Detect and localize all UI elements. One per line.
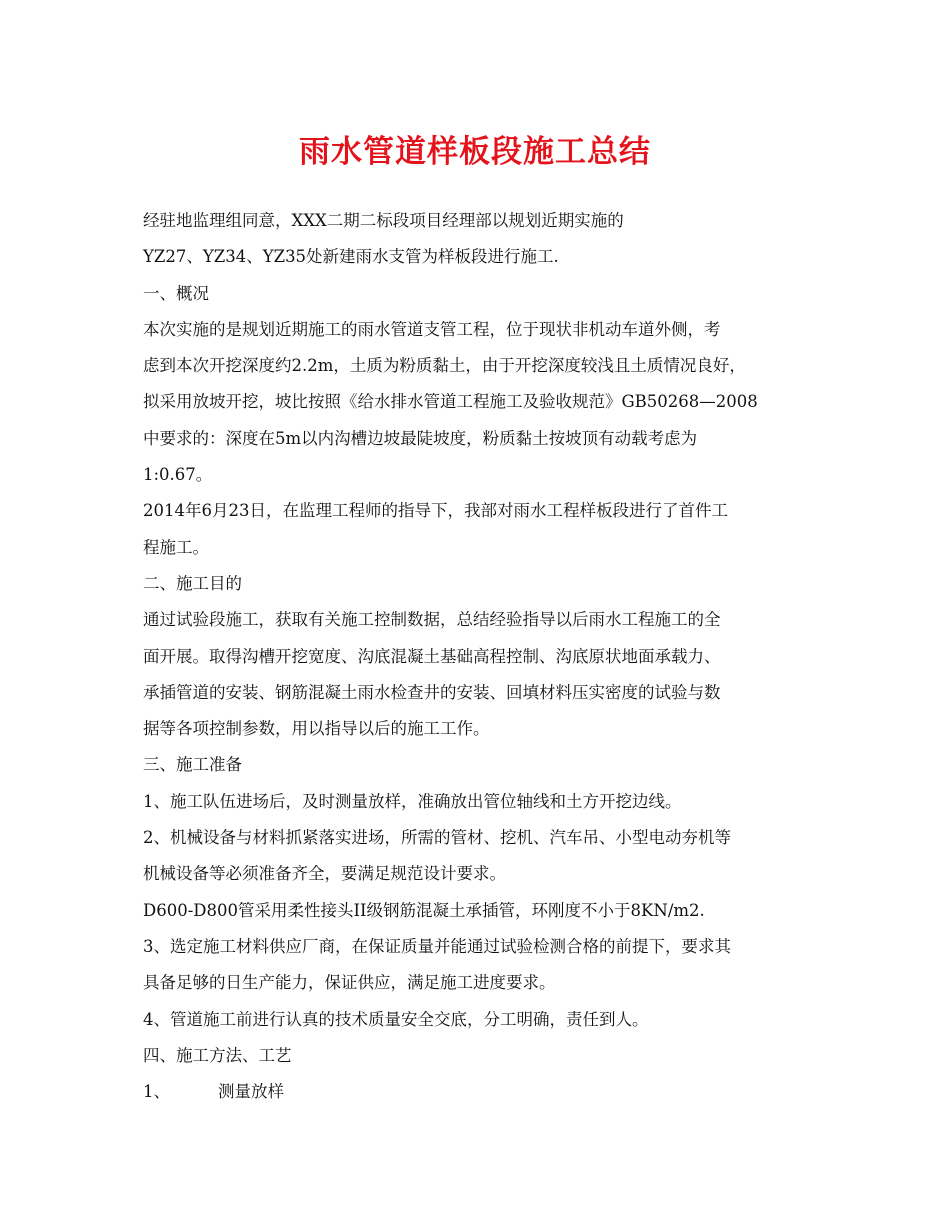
document-title: 雨水管道样板段施工总结 [299, 134, 651, 170]
paragraph-line: 虑到本次开挖深度约2.2m，土质为粉质黏土，由于开挖深度较浅且土质情况良好， [143, 356, 746, 376]
paragraph-line: 经驻地监理组同意，XXX二期二标段项目经理部以规划近期实施的 [143, 211, 624, 230]
paragraph-line: 中要求的：深度在5m以内沟槽边坡最陡坡度，粉质黏土按坡顶有动载考虑为 [143, 428, 698, 448]
paragraph-line: YZ27、YZ34、YZ35处新建雨水支管为样板段进行施工. [143, 247, 559, 267]
paragraph-line: 本次实施的是规划近期施工的雨水管道支管工程，位于现状非机动车道外侧，考 [143, 319, 721, 339]
paragraph-line: 具备足够的日生产能力，保证供应，满足施工进度要求。 [143, 973, 556, 993]
paragraph-line: D600-D800管采用柔性接头II级钢筋混凝土承插管，环刚度不小于8KN/m2. [143, 900, 705, 920]
paragraph-line: 机械设备等必须准备齐全，要满足规范设计要求。 [143, 864, 506, 884]
section-heading: 四、施工方法、工艺 [143, 1045, 292, 1065]
paragraph-line: 承插管道的安装、钢筋混凝土雨水检查井的安装、回填材料压实密度的试验与数 [143, 682, 721, 702]
subsection-heading [143, 1074, 813, 1110]
section-heading: 一、概况 [143, 283, 209, 303]
section-heading: 三、施工准备 [143, 755, 242, 775]
paragraph-line: 面开展。取得沟槽开挖宽度、沟底混凝土基础高程控制、沟底原状地面承载力、 [143, 646, 721, 666]
subsection-number: 1、 [143, 1082, 170, 1102]
document-body [143, 203, 813, 1110]
list-item: 2、机械设备与材料抓紧落实进场，所需的管材、挖机、汽车吊、小型电动夯机等 [143, 828, 731, 848]
paragraph-line: 2014年6月23日，在监理工程师的指导下，我部对雨水工程样板段进行了首件工 [143, 501, 728, 521]
paragraph-line: 程施工。 [143, 537, 209, 557]
paragraph-line: 通过试验段施工，获取有关施工控制数据，总结经验指导以后雨水工程施工的全 [143, 610, 721, 630]
list-item: 3、选定施工材料供应厂商，在保证质量并能通过试验检测合格的前提下，要求其 [143, 936, 731, 956]
paragraph-line: 拟采用放坡开挖，坡比按照《给水排水管道工程施工及验收规范》GB50268—2008 [143, 392, 758, 412]
paragraph-line: 据等各项控制参数，用以指导以后的施工工作。 [143, 719, 490, 739]
subsection-title: 测量放样 [218, 1082, 284, 1102]
paragraph-line: 1:0.67。 [143, 465, 213, 485]
section-heading: 二、施工目的 [143, 573, 242, 593]
list-item: 4、管道施工前进行认真的技术质量安全交底，分工明确，责任到人。 [143, 1009, 649, 1029]
list-item: 1、施工队伍进场后，及时测量放样，准确放出管位轴线和土方开挖边线。 [143, 791, 682, 811]
